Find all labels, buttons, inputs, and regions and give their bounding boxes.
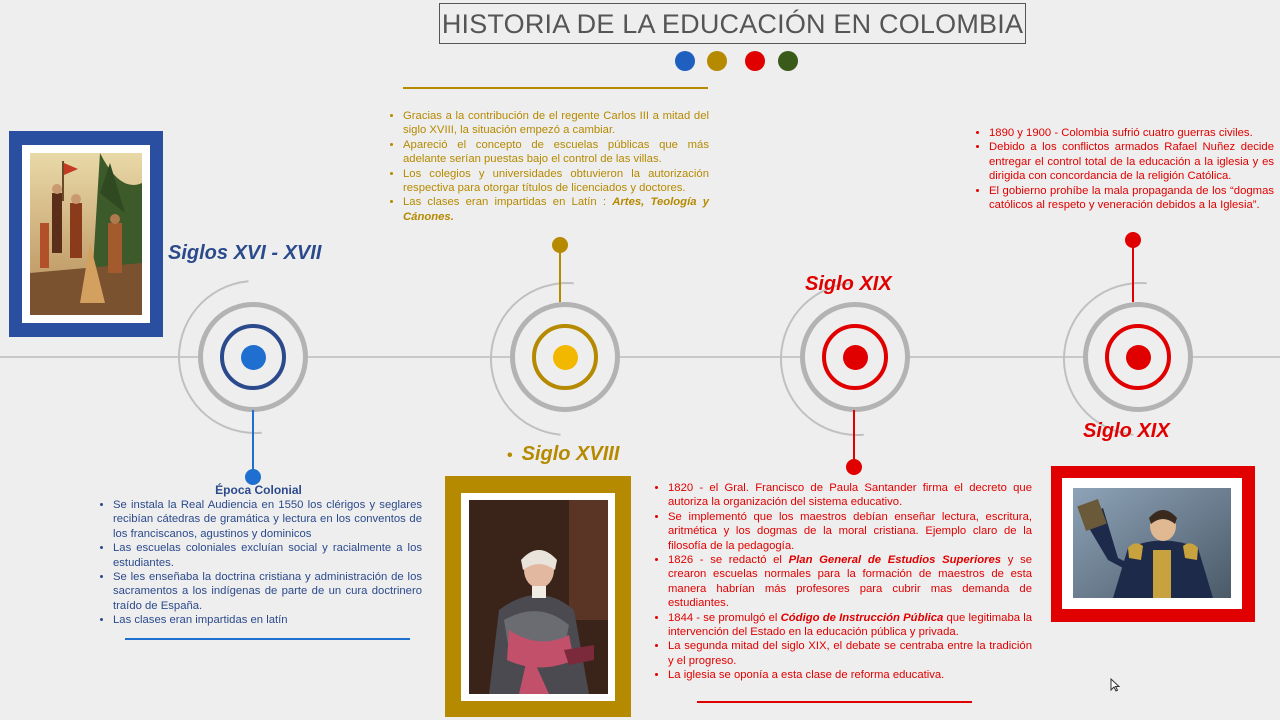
list-item: • 1844 - se promulgó el Código de Instrucción Pública que legitimaba la intervención del Estado en la educación pública y privada.	[668, 611, 1032, 640]
list-item: • El gobierno prohíbe la mala propaganda de los “dogmas católicos al respeto y veneración debidos a la Iglesia”.	[989, 184, 1274, 213]
list-item: • La segunda mitad del siglo XIX, el debate se centraba entre la tradición y el progreso.	[668, 639, 1032, 668]
list-item: • Los colegios y universidades obtuvieron la autorización respectiva para otorgar títulos de licenciados y doctores.	[403, 167, 709, 196]
legend-dot-blue	[675, 51, 695, 71]
list-item: • Gracias a la contribución de el regente Carlos III a mitad del siglo XVIII, la situación empezó a cambiar.	[403, 109, 709, 138]
legend-dot-green	[778, 51, 798, 71]
era-label-3: Siglo XIX	[805, 273, 892, 295]
list-item: • 1826 - se redactó el Plan General de Estudios Superiores y se crearon escuelas normales para la formación de maestros de esta manera habrían más profesores para cubrir mas demanda de estudiantes.	[668, 553, 1032, 611]
timeline-node-3[interactable]	[800, 302, 910, 412]
era-1-underline	[125, 638, 410, 640]
list-item: • Apareció el concepto de escuelas públicas que más adelante serían puestas bajo el control de las villas.	[403, 138, 709, 167]
era-1-notes	[95, 483, 422, 628]
node-3-connector	[853, 410, 855, 462]
list-item: • Las clases eran impartidas en Latín : Artes, Teología y Cánones.	[403, 195, 709, 224]
bullet-dot: •	[507, 447, 513, 464]
timeline-node-2[interactable]	[510, 302, 620, 412]
page-title: HISTORIA DE LA EDUCACIÓN EN COLOMBIA	[439, 3, 1026, 44]
list-item: • 1820 - el Gral. Francisco de Paula Santander firma el decreto que autoriza la organización del sistema educativo.	[668, 481, 1032, 510]
node-2-core	[553, 345, 578, 370]
legend-dot-gold	[707, 51, 727, 71]
node-2-connector	[559, 246, 561, 302]
era-1-heading: Época Colonial	[215, 483, 302, 497]
list-item: • Las clases eran impartidas en latín	[113, 613, 422, 627]
santander-portrait-frame	[1051, 466, 1255, 622]
carlos-iii-portrait-frame	[445, 476, 631, 717]
list-item: • Las escuelas coloniales excluían social y racialmente a los estudiantes.	[113, 541, 422, 570]
node-1-core	[241, 345, 266, 370]
timeline-node-4[interactable]	[1083, 302, 1193, 412]
era-4-list	[971, 126, 1274, 212]
node-2-pin	[552, 237, 568, 253]
list-item: • Debido a los conflictos armados Rafael Nuñez decide entregar el control total de la educación a la iglesia y es dirigida con concordancia de la religión Católica.	[989, 140, 1274, 183]
era-4-notes	[971, 126, 1274, 212]
era-label-1: Siglos XVI - XVII	[168, 242, 322, 264]
era-2-notes	[385, 109, 709, 224]
era-3-list	[650, 481, 1032, 683]
santander-portrait-image	[1073, 488, 1231, 598]
node-4-core	[1126, 345, 1151, 370]
list-item: • Se implementó que los maestros debían enseñar lectura, escritura, aritmética y los dogmas de la moral cristiana. Ejemplo claro de la filosofía de la pedagogía.	[668, 510, 1032, 553]
list-item: • La iglesia se oponía a esta clase de reforma educativa.	[668, 668, 1032, 682]
era-2-list	[385, 109, 709, 224]
era-3-underline	[697, 701, 972, 703]
timeline-node-1[interactable]	[198, 302, 308, 412]
era-2-topline	[403, 87, 708, 89]
node-1-connector	[252, 410, 254, 476]
legend-dot-red	[745, 51, 765, 71]
conquest-painting-frame	[9, 131, 163, 337]
list-item: • 1890 y 1900 - Colombia sufrió cuatro guerras civiles.	[989, 126, 1274, 140]
node-4-connector	[1132, 246, 1134, 302]
era-label-2: • Siglo XVIII	[507, 443, 620, 465]
node-3-core	[843, 345, 868, 370]
node-3-pin	[846, 459, 862, 475]
era-3-notes	[650, 481, 1032, 683]
carlos-iii-portrait-image	[469, 500, 608, 694]
list-item: • Se instala la Real Audiencia en 1550 los clérigos y seglares recibían cátedras de gramática y lectura en los conventos de los franciscanos, agustinos y dominicos	[113, 498, 422, 541]
conquest-painting-image	[30, 153, 142, 315]
era-1-list	[95, 498, 422, 628]
mouse-cursor-icon	[1110, 678, 1120, 697]
era-label-4: Siglo XIX	[1083, 420, 1170, 442]
list-item: • Se les enseñaba la doctrina cristiana y administración de los sacramentos a los indígenas de parte de un cura doctrinero traído de España.	[113, 570, 422, 613]
node-4-pin	[1125, 232, 1141, 248]
